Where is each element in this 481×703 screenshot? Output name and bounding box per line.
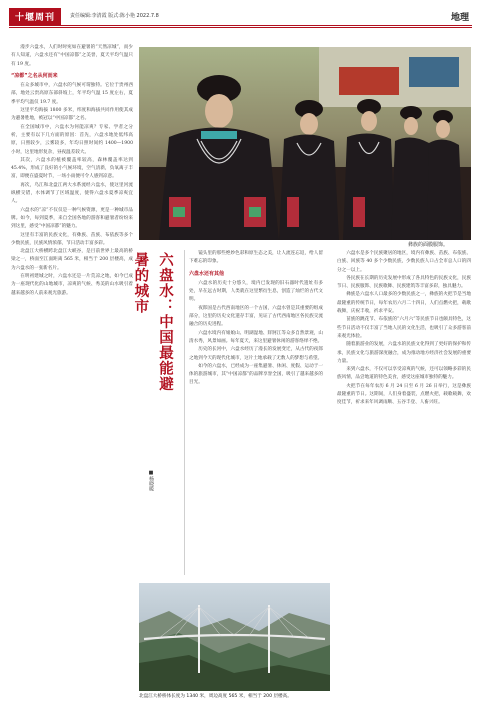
paragraph: 这里平均海拔 1800 多米，纬度和海拔共同作用使其成为避暑胜地，被冠以“中国凉都”之名。 (11, 108, 133, 122)
paragraph: 在众多城市中，六盘水的气候可谓独特。它位于贵州西部，地处云贵高原东部斜坡上，年平均气温 15 度左右，夏季平均气温仅 19.7 度。 (11, 83, 133, 105)
bottom-photo-caption: 北盘江大桥桥体长度为 1340 米，周边高度 565 米，相当于 200 层楼高。 (139, 694, 292, 699)
paragraph: 其次，六盘水的植被覆盖率较高，森林覆盖率达到 45.4%，形成了良好的小气候环境，空气清新，负氧离子丰富，即便在盛夏时节，一场小雨便可令人感到凉意。 (11, 157, 133, 180)
subheading: 六盘水还有其他 (189, 270, 225, 277)
paragraph: 六盘水的“凉”不仅仅是一种气候资源，更是一种城市品牌。如今，每到夏季，来自全国各地的游客和避暑者纷纷来到这里，感受“中国凉都”的魅力。 (11, 207, 133, 230)
paragraph: 彝族是六盘水人口最多的少数民族之一，彝族的火把节是当地最隆重的传统节日，每年农历六月二十四日，人们点燃火把，载歌载舞，庆祝丰收，祈求平安。 (337, 292, 471, 315)
article-byline: ■杨晓暖 (148, 470, 154, 491)
top-photo-caption: 彝族的面膜服饰。 (408, 242, 449, 248)
paragraph: 夜郎国是古代西南地区的一个古国，六盘水曾是其重要的组成部分，这里的历史文化遗存丰富，见证了古代西南地区各民族交流融合的历史进程。 (189, 305, 323, 328)
column-1 (11, 44, 133, 694)
page-header (0, 0, 481, 30)
paragraph: 来到六盘水，不仅可以享受凉爽的气候，还可以领略多彩的民族风情，品尝地道的特色美食，感受这座城市独特的魅力。 (337, 367, 471, 381)
paragraph: 苗族的跳花节、布依族的“六月六”等民族节日也颇具特色，这些节日活动不仅丰富了当地人民的文化生活，也吸引了众多游客前来观光体验。 (337, 317, 471, 339)
paragraph: 在明初建城之时，六盘水还是一片荒凉之地，如今已成为一座现代化的山地城市，凉爽的气候、秀美的山水吸引着越来越多的人前来观光旅游。 (11, 274, 133, 296)
paragraph: 再次，乌江和北盘江两大水系流经六盘水，使这里河流纵横交错，水体调节了区域温度，使得六盘水夏季凉爽宜人。 (11, 182, 133, 205)
section-label: 地理 (450, 13, 469, 23)
paragraph: 六盘水的历史十分悠久，境内已发现的旧石器时代遗址有多处，早在远古时期，人类就在这里繁衍生息，创造了灿烂的古代文明。 (189, 280, 323, 303)
paragraph: 各民族在长期的历史发展中形成了各具特色的民族文化，民族节日、民族服饰、民族歌舞、民族建筑等丰富多彩，独具魅力。 (337, 275, 471, 290)
paragraph: 随着旅游业的发展，六盘水的民族文化得到了更好的保护和传承，民族文化与旅游深度融合，成为推动地方经济社会发展的重要力量。 (337, 342, 471, 364)
column-2 (189, 250, 323, 578)
editor-meta: 责任编辑:李清霞 版式:陈小艳 2022.7.8 (70, 13, 159, 19)
subheading: “凉都”之名从何而来 (11, 72, 58, 79)
header-rule-thin (9, 27, 472, 28)
paragraph: 这里有丰富的民族文化，有彝族、苗族、布依族等多个少数民族，民族风情浓郁，节日活动丰富多彩。 (11, 232, 133, 246)
paragraph: 火把节在每年农历 6 月 24 日至 6 月 26 日举行，这是彝族最隆重的节日。这期间，人们身着盛装，点燃火把，载歌载舞，欢度佳节，祈求来年风调雨顺、五谷丰登、人畜兴旺。 (337, 383, 471, 406)
paragraph: 六盘水是多个民族聚居的地区，境内有彝族、苗族、布依族、白族、回族等 40 多个少数民族，少数民族人口占全市总人口的四分之一以上。 (337, 251, 471, 273)
ethnic-women-photo (139, 47, 471, 240)
paragraph: 漫步六盘水，人们时时宛如在避暑的“天然凉城”，而少有人知道，六盘水还有“中国凉都”之美誉，夏天平均气温只有 19 度。 (11, 45, 133, 67)
paragraph: 如今的六盘水，已经成为一座集避暑、休闲、度假、运动于一体的旅游城市，其“中国凉都”的品牌享誉全国，吸引了越来越多的目光。 (189, 363, 323, 386)
column-divider (184, 250, 185, 575)
bridge-photo (139, 583, 330, 691)
paragraph: 六盘水境内有娘娘山、明湖湿地、牂牁江等众多自然景观，山清水秀，风景如画。每年夏天，来这里避暑休闲的游客络绎不绝。 (189, 330, 323, 344)
paragraph: 在全国城市中，六盘水为何能凉爽？专家、学者之分析，主要有以下几方面的原因：首先，六盘水地处低纬高原，日照较少，云雾较多，年均日照时间约 1400—1900 小时，这里地形复杂，昼夜温差较大。 (11, 124, 133, 155)
article-headline: 六盘水：中国最能避暑的城市 (132, 252, 174, 392)
paragraph: 镜头里的那些绝妙色彩和原生态之美，让人流连忘返，给人留下难忘的印象。 (189, 251, 323, 265)
publication-brand: 十堰周刊 (9, 8, 61, 25)
paragraph: 北盘江大桥横跨北盘江大峡谷，是目前世界上最高的桥梁之一，桥面至江面距离 565 米，相当于 200 层楼高，成为六盘水的一张新名片。 (11, 249, 133, 271)
paragraph: 历史的长河中，六盘水经历了漫长的发展变迁，从古代的夜郎之地到今天的现代化城市，这片土地承载了无数人的梦想与希望。 (189, 347, 323, 361)
column-3 (337, 250, 471, 695)
